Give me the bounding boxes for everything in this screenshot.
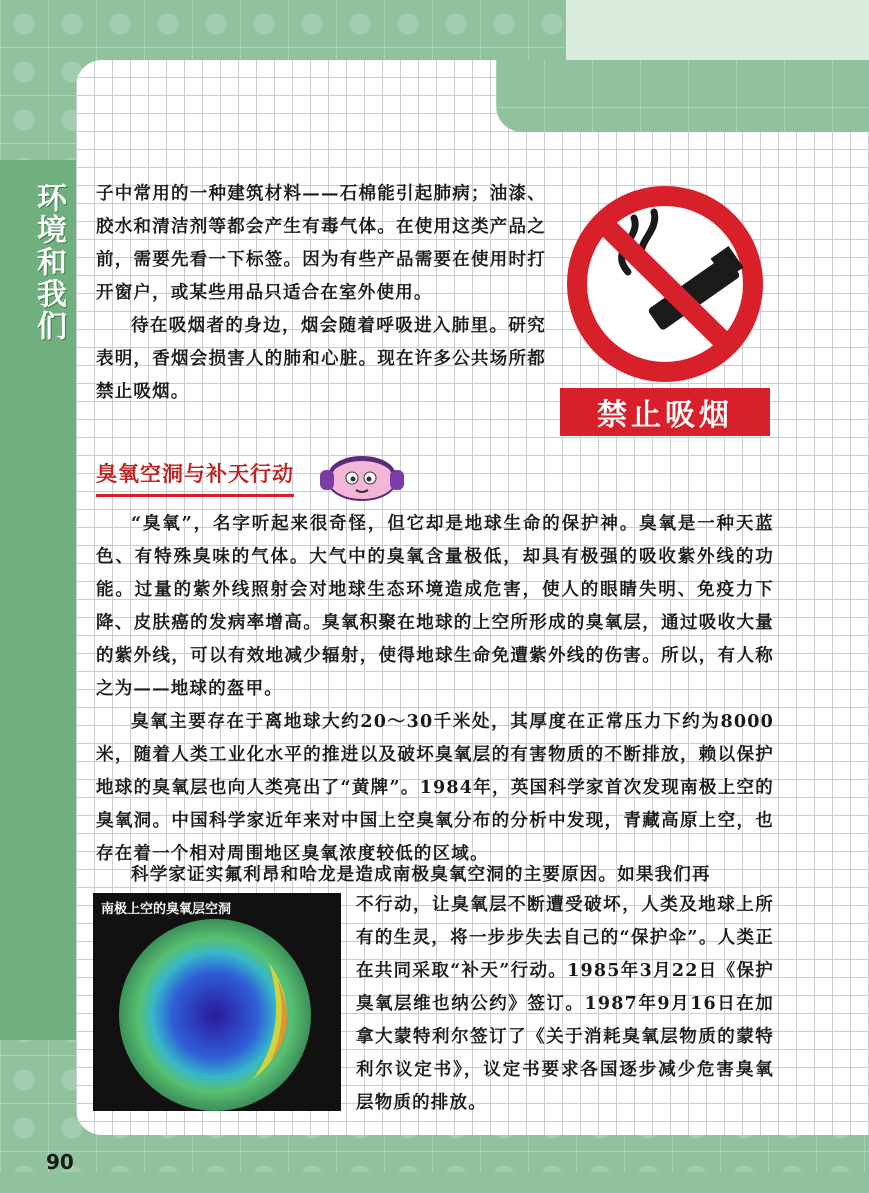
ozone-paragraph-1: “臭氧”，名字听起来很奇怪，但它却是地球生命的保护神。臭氧是一种天蓝色、有特殊臭味的气体。大气中的臭氧含量极低，却具有极强的吸收紫外线的功能。过量的紫外线照射会对地球生态环境造成危害，使人的眼睛失明、免疫力下降、皮肤癌的发病率增高。臭氧积聚在地球的上空所形成的臭氧层，通过吸收大量的紫外线，可以有效地减少辐射，使得地球生命免遭紫外线的伤害。所以，有人称之为——地球的盔甲。 (96, 514, 774, 699)
ozone-paragraph-2: 臭氧主要存在于离地球大约20～30千米处，其厚度在正常压力下约为8000米，随着人类工业化水平的推进以及破坏臭氧层的有害物质的不断排放，赖以保护地球的臭氧层也向人类亮出了“黄牌”。1984年，英国科学家首次发现南极上空的臭氧洞。中国科学家近年来对中国上空臭氧分布的分析中发现，青藏高原上空，也存在着一个相对周围地区臭氧浓度较低的区域。 (96, 712, 774, 864)
page-number: 90 (46, 1150, 74, 1174)
ozone-paragraph-4 (356, 889, 774, 1120)
section-title: 臭氧空洞与补天行动 (96, 458, 294, 497)
intro-paragraph-2: 待在吸烟者的身边，烟会随着呼吸进入肺里。研究表明，香烟会损害人的肺和心脏。现在许多公共场所都禁止吸烟。 (96, 316, 546, 402)
ozone-paragraph-3 (96, 859, 774, 892)
ozone-paragraph-4-text: 不行动，让臭氧层不断遭受破坏，人类及地球上所有的生灵，将一步步失去自己的“保护伞”。人类正在共同采取“补天”行动。1985年3月22日《保护臭氧层维也纳公约》签订。1987年9月16日在加拿大蒙特利尔签订了《关于消耗臭氧层物质的蒙特利尔议定书》，议定书要求各国逐步减少危害臭氧层物质的排放。 (356, 895, 774, 1113)
ozone-hole-photo (93, 893, 341, 1111)
chapter-tab: 环境和我们 (31, 182, 66, 342)
ozone-globe-icon (93, 893, 341, 1111)
no-smoking-label: 禁止吸烟 (560, 388, 770, 436)
photo-caption: 南极上空的臭氧层空洞 (101, 902, 232, 917)
no-smoking-icon (556, 180, 774, 390)
intro-text (96, 178, 546, 409)
ozone-paragraph-3-text: 科学家证实氟利昂和哈龙是造成南极臭氧空洞的主要原因。如果我们再 (131, 865, 711, 885)
ozone-text (96, 508, 774, 871)
bottom-strip (0, 1172, 869, 1193)
paper-notch (496, 60, 869, 132)
headphone-mascot-icon (312, 446, 412, 504)
intro-paragraph-1: 子中常用的一种建筑材料——石棉能引起肺病；油漆、胶水和清洁剂等都会产生有毒气体。在使用这类产品之前，需要先看一下标签。因为有些产品需要在使用时打开窗户，或某些用品只适合在室外使用。 (96, 184, 546, 303)
